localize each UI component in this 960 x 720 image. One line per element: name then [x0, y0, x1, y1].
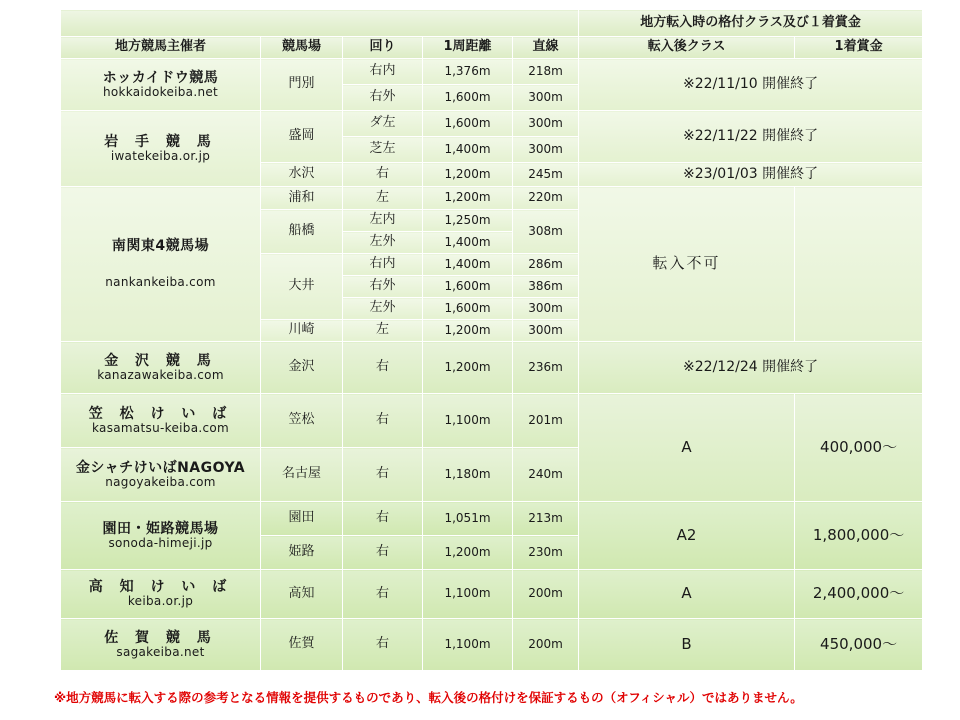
straight-cell: 245m	[513, 163, 579, 187]
distance-cell: 1,200m	[423, 320, 513, 342]
status-mizusawa: ※23/01/03 開催終了	[579, 163, 923, 187]
straight-cell: 386m	[513, 276, 579, 298]
footnote: ※地方競馬に転入する際の参考となる情報を提供するものであり、転入後の格付けを保証するもの（オフィシャル）ではありません。	[54, 690, 803, 705]
turn-cell: 右外	[343, 85, 423, 111]
org-name: 高 知 け い ば	[88, 579, 233, 596]
header-straight: 直線	[513, 37, 579, 59]
distance-cell: 1,600m	[423, 111, 513, 137]
track-monbetsu: 門別	[261, 59, 343, 111]
org-minami-kanto	[61, 187, 261, 342]
class-saga: B	[579, 619, 795, 671]
org-name: 岩 手 競 馬	[104, 133, 217, 150]
org-url[interactable]: nankankeiba.com	[105, 275, 216, 290]
turn-cell: 右	[343, 163, 423, 187]
turn-cell: 左	[343, 187, 423, 210]
track-oi: 大井	[261, 254, 343, 320]
track-urawa: 浦和	[261, 187, 343, 210]
distance-cell: 1,100m	[423, 570, 513, 619]
org-url[interactable]: sagakeiba.net	[116, 644, 205, 659]
turn-cell: 左内	[343, 210, 423, 232]
track-nagoya: 名古屋	[261, 448, 343, 502]
distance-cell: 1,200m	[423, 536, 513, 570]
distance-cell: 1,600m	[423, 276, 513, 298]
org-sonoda-himeji	[61, 502, 261, 570]
class-sonoda: A2	[579, 502, 795, 570]
distance-cell: 1,600m	[423, 85, 513, 111]
straight-cell: 200m	[513, 619, 579, 671]
straight-cell: 300m	[513, 137, 579, 163]
turn-cell: 右	[343, 570, 423, 619]
track-kochi: 高知	[261, 570, 343, 619]
transfer-info-table	[60, 9, 923, 671]
status-minami-kanto: 転入不可	[579, 187, 795, 342]
turn-cell: 右	[343, 536, 423, 570]
org-url[interactable]: kasamatsu-keiba.com	[92, 420, 229, 435]
header-turn: 回り	[343, 37, 423, 59]
turn-cell: 右	[343, 342, 423, 394]
turn-cell: 右	[343, 619, 423, 671]
header-class: 転入後クラス	[579, 37, 795, 59]
class-tokai: A	[579, 394, 795, 502]
header-distance: 1周距離	[423, 37, 513, 59]
distance-cell: 1,051m	[423, 502, 513, 536]
prize-saga: 450,000～	[795, 619, 923, 671]
straight-cell: 213m	[513, 502, 579, 536]
straight-cell: 218m	[513, 59, 579, 85]
track-morioka: 盛岡	[261, 111, 343, 163]
org-url[interactable]: nagoyakeiba.com	[105, 474, 216, 489]
status-morioka: ※22/11/22 開催終了	[579, 111, 923, 163]
track-funabashi: 船橋	[261, 210, 343, 254]
straight-cell: 236m	[513, 342, 579, 394]
straight-cell: 300m	[513, 320, 579, 342]
track-mizusawa: 水沢	[261, 163, 343, 187]
turn-cell: 右	[343, 448, 423, 502]
org-url[interactable]: keiba.or.jp	[127, 594, 194, 609]
straight-cell: 300m	[513, 111, 579, 137]
prize-tokai: 400,000～	[795, 394, 923, 502]
status-kanazawa: ※22/12/24 開催終了	[579, 342, 923, 394]
org-url[interactable]: iwatekeiba.or.jp	[110, 148, 211, 163]
org-hokkaido	[61, 59, 261, 111]
prize-sonoda: 1,800,000～	[795, 502, 923, 570]
distance-cell: 1,180m	[423, 448, 513, 502]
distance-cell: 1,600m	[423, 298, 513, 320]
prize-minami-kanto-blank	[795, 187, 923, 342]
distance-cell: 1,200m	[423, 342, 513, 394]
track-kanazawa: 金沢	[261, 342, 343, 394]
org-iwate	[61, 111, 261, 187]
status-hokkaido: ※22/11/10 開催終了	[579, 59, 923, 111]
straight-cell: 200m	[513, 570, 579, 619]
header-prize: 1着賞金	[795, 37, 923, 59]
turn-cell: 芝左	[343, 137, 423, 163]
distance-cell: 1,100m	[423, 394, 513, 448]
turn-cell: 右	[343, 394, 423, 448]
track-kasamatsu: 笠松	[261, 394, 343, 448]
turn-cell: 左外	[343, 298, 423, 320]
header-group-title: 地方転入時の格付クラス及び１着賞金	[579, 10, 923, 37]
org-name: ホッカイドウ競馬	[102, 69, 219, 86]
turn-cell: 左	[343, 320, 423, 342]
turn-cell: 左外	[343, 232, 423, 254]
turn-cell: 右	[343, 502, 423, 536]
header-track: 競馬場	[261, 37, 343, 59]
turn-cell: 右内	[343, 59, 423, 85]
org-url[interactable]: sonoda-himeji.jp	[108, 535, 213, 550]
distance-cell: 1,400m	[423, 254, 513, 276]
track-sonoda: 園田	[261, 502, 343, 536]
turn-cell: ダ左	[343, 111, 423, 137]
org-name: 南関東4競馬場	[111, 238, 210, 255]
distance-cell: 1,400m	[423, 137, 513, 163]
org-name: 園田・姫路競馬場	[102, 520, 219, 537]
header-org: 地方競馬主催者	[61, 37, 261, 59]
distance-cell: 1,200m	[423, 163, 513, 187]
straight-cell: 240m	[513, 448, 579, 502]
straight-cell: 300m	[513, 85, 579, 111]
track-kawasaki: 川崎	[261, 320, 343, 342]
straight-cell: 230m	[513, 536, 579, 570]
straight-cell: 220m	[513, 187, 579, 210]
track-himeji: 姫路	[261, 536, 343, 570]
org-kochi	[61, 570, 261, 619]
org-name: 佐 賀 競 馬	[104, 629, 217, 646]
distance-cell: 1,400m	[423, 232, 513, 254]
class-kochi: A	[579, 570, 795, 619]
distance-cell: 1,376m	[423, 59, 513, 85]
org-kasamatsu	[61, 394, 261, 448]
org-url[interactable]: kanazawakeiba.com	[97, 367, 224, 382]
straight-cell: 308m	[513, 210, 579, 254]
org-kanazawa	[61, 342, 261, 394]
straight-cell: 286m	[513, 254, 579, 276]
distance-cell: 1,250m	[423, 210, 513, 232]
org-name: 金シャチけいばNAGOYA	[75, 459, 246, 476]
distance-cell: 1,200m	[423, 187, 513, 210]
org-nagoya	[61, 448, 261, 502]
org-name: 笠 松 け い ば	[88, 405, 233, 422]
prize-kochi: 2,400,000～	[795, 570, 923, 619]
org-url[interactable]: hokkaidokeiba.net	[102, 84, 219, 99]
turn-cell: 右外	[343, 276, 423, 298]
header-blank	[61, 10, 579, 37]
org-saga	[61, 619, 261, 671]
straight-cell: 300m	[513, 298, 579, 320]
track-saga: 佐賀	[261, 619, 343, 671]
distance-cell: 1,100m	[423, 619, 513, 671]
org-name: 金 沢 競 馬	[104, 352, 217, 369]
straight-cell: 201m	[513, 394, 579, 448]
turn-cell: 右内	[343, 254, 423, 276]
